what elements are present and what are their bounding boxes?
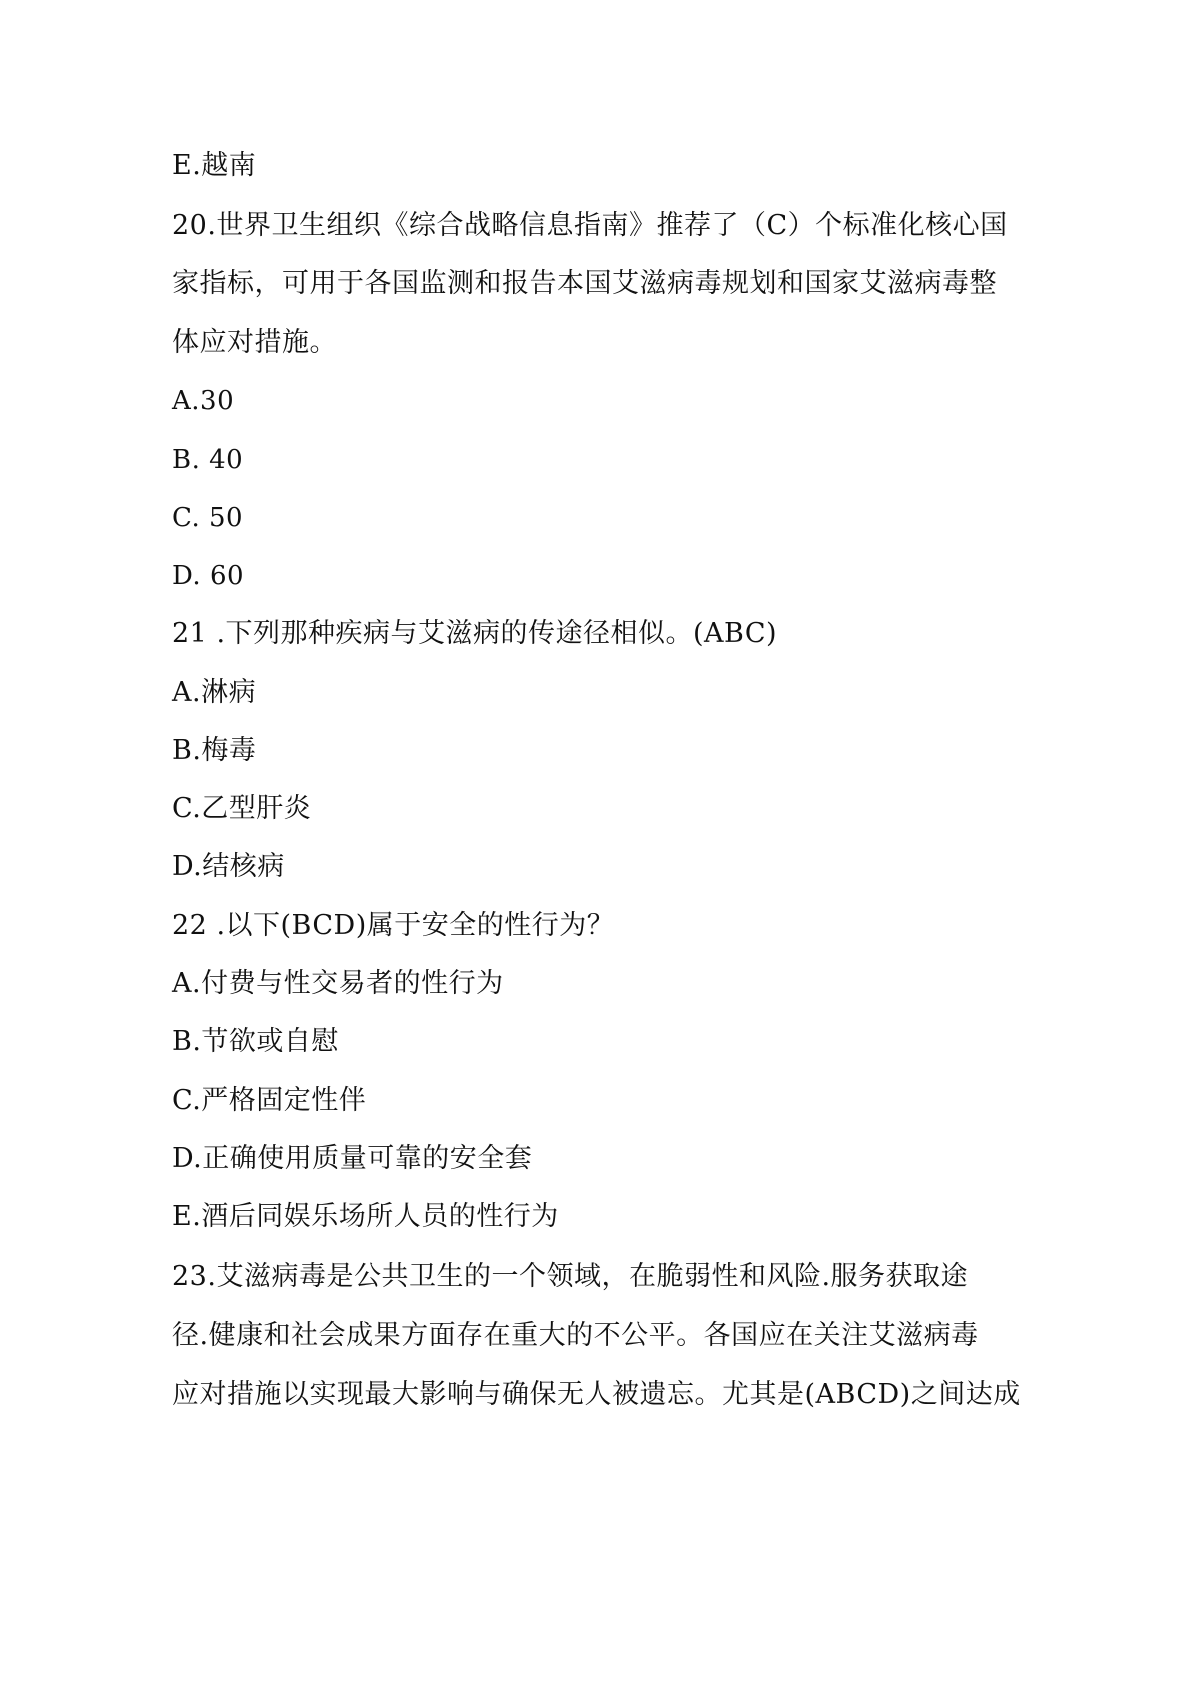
q20-option-b: B. 40 (172, 445, 244, 475)
question-21: 21 .下列那种疾病与艾滋病的传途径相似。(ABC) (172, 618, 778, 649)
q22-option-b: B.节欲或自慰 (172, 1026, 339, 1057)
question-23-line-3: 应对措施以实现最大影响与确保无人被遗忘。尤其是(ABCD)之间达成 (172, 1379, 1021, 1410)
question-20-line-2: 家指标，可用于各国监测和报告本国艾滋病毒规划和国家艾滋病毒整 (172, 268, 997, 299)
q21-option-a: A.淋病 (172, 677, 257, 708)
q20-option-d: D. 60 (172, 561, 245, 591)
question-20-line-3: 体应对措施。 (172, 327, 337, 358)
q22-option-e: E.酒后同娱乐场所人员的性行为 (172, 1201, 559, 1232)
q22-option-c: C.严格固定性伴 (172, 1085, 367, 1116)
q22-option-d: D.正确使用质量可靠的安全套 (172, 1143, 533, 1174)
question-20-line-1: 20.世界卫生组织《综合战略信息指南》推荐了（C）个标准化核心国 (172, 210, 1008, 241)
q21-option-c: C.乙型肝炎 (172, 793, 312, 824)
option-e-vietnam: E.越南 (172, 150, 257, 181)
q22-option-a: A.付费与性交易者的性行为 (172, 968, 504, 999)
q20-option-c: C. 50 (172, 503, 244, 533)
question-23-line-1: 23.艾滋病毒是公共卫生的一个领域，在脆弱性和风险.服务获取途 (172, 1261, 969, 1292)
q21-option-b: B.梅毒 (172, 735, 257, 766)
question-23-line-2: 径.健康和社会成果方面存在重大的不公平。各国应在关注艾滋病毒 (172, 1320, 979, 1351)
q20-option-a: A.30 (172, 386, 235, 416)
q21-option-d: D.结核病 (172, 851, 285, 882)
question-22: 22 .以下(BCD)属于安全的性行为？ (172, 910, 615, 941)
